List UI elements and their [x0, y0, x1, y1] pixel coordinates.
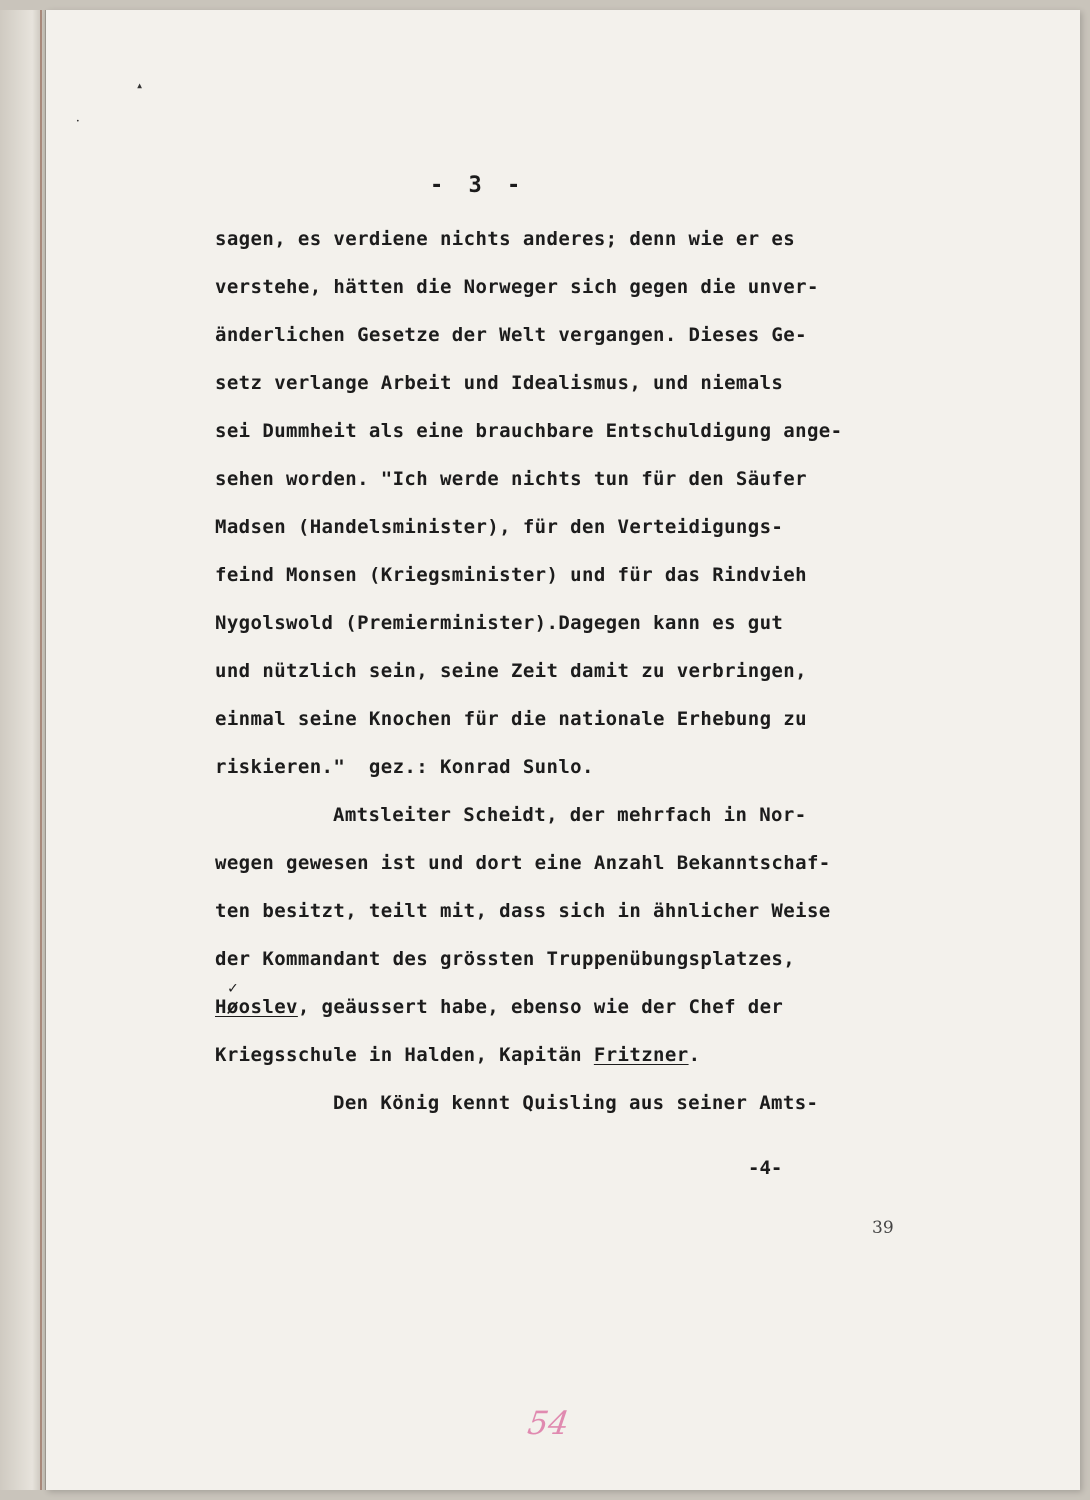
- text-line: der Kommandant des grössten Truppenübungsplatzes,: [215, 948, 796, 970]
- text-fragment: , geäussert habe, ebenso wie der Chef der: [297, 996, 784, 1018]
- page-number: - 3 -: [430, 173, 527, 198]
- ink-speck: •: [76, 118, 80, 125]
- archive-stamp-number: 54: [525, 1404, 572, 1442]
- text-line: Den König kennt Quisling aus seiner Amts-: [333, 1092, 819, 1114]
- text-line: sehen worden. "Ich werde nichts tun für den Säufer: [215, 468, 807, 490]
- text-fragment: .: [688, 1044, 701, 1066]
- text-line: Nygolswold (Premierminister).Dagegen kann es gut: [215, 612, 784, 634]
- text-fragment: Kriegsschule in Halden, Kapitän: [215, 1044, 594, 1066]
- body-text: [215, 222, 875, 1134]
- text-line: wegen gewesen ist und dort eine Anzahl Bekanntschaf-: [215, 852, 831, 874]
- text-line: riskieren." gez.: Konrad Sunlo.: [215, 756, 594, 778]
- checkmark-icon: ✓: [228, 978, 238, 997]
- text-line: [215, 990, 875, 1038]
- underlined-name: Høoslev: [215, 996, 298, 1018]
- text-line: setz verlange Arbeit und Idealismus, und niemals: [215, 372, 784, 394]
- text-line: feind Monsen (Kriegsminister) und für das Rindvieh: [215, 564, 807, 586]
- text-line: ten besitzt, teilt mit, dass sich in ähnlicher Weise: [215, 900, 831, 922]
- text-line: Amtsleiter Scheidt, der mehrfach in Nor-: [333, 804, 807, 826]
- text-line: und nützlich sein, seine Zeit damit zu verbringen,: [215, 660, 807, 682]
- folio-number: 39: [872, 1218, 894, 1238]
- text-line: einmal seine Knochen für die nationale Erhebung zu: [215, 708, 807, 730]
- text-line: verstehe, hätten die Norweger sich gegen die unver-: [215, 276, 819, 298]
- text-line: änderlichen Gesetze der Welt vergangen. Dieses Ge-: [215, 324, 807, 346]
- ink-speck: ▴: [136, 78, 144, 92]
- catchword: -4-: [748, 1157, 783, 1179]
- text-line: Madsen (Handelsminister), für den Verteidigungs-: [215, 516, 784, 538]
- text-line: sagen, es verdiene nichts anderes; denn wie er es: [215, 228, 796, 250]
- text-line: [215, 1038, 875, 1086]
- binding-edge: [40, 10, 42, 1490]
- underlined-name: Fritzner: [593, 1044, 689, 1066]
- text-line: sei Dummheit als eine brauchbare Entschuldigung ange-: [215, 420, 843, 442]
